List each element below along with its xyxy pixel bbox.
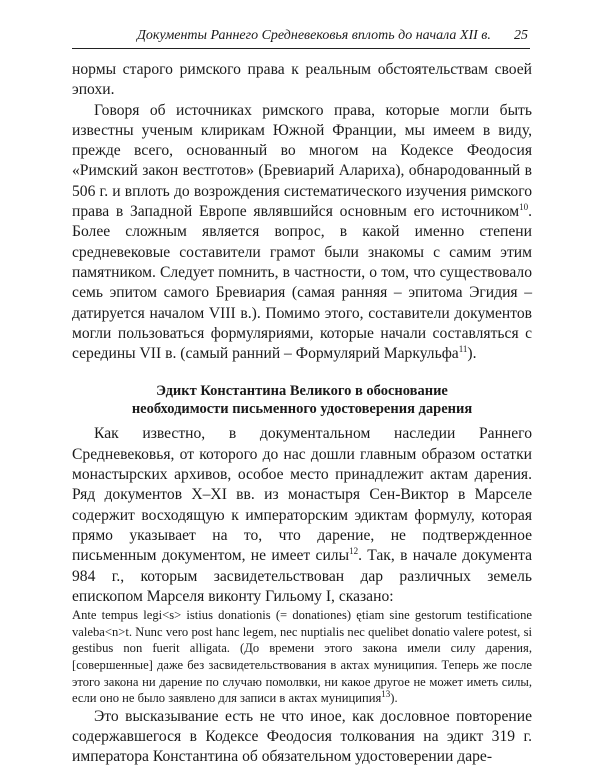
paragraph-2-text-cont: . Более сложным является вопрос, в какой именно степени средневековые составители грамот были знакомы с самим этим памятником. Следует помнить, в частности, о том, что существовало семь эпитом самого Бревиария (самая ранняя – эпитома Эгидия – датируется началом VIII в.). Помимо этого, составители документов могли пользоваться формуляриями, которые начали составляться с середины VII в. (самый ранний – Формулярий Маркульфа (72, 203, 532, 363)
page-number: 25 (514, 28, 528, 43)
paragraph-3-text: Как известно, в документальном наследии Раннего Средневековья, от которого до нас дошли главным образом остатки монастырских архивов, особое место принадлежит актам дарения. Ряд документов X–XI вв. из монастыря Сен-Виктор в Марселе содержит восходящую к императорским эдиктам формулу, которая прямо указывает на то, что дарение, не подтвержденное письменным документом, не имеет силы (72, 425, 532, 565)
footnote-ref-12[interactable]: 12 (349, 546, 359, 557)
paragraph-4-text: Это высказывание есть не что иное, как дословное повторение содержавшегося в Кодексе Феодосия толкования на эдикт 319 г. императора Константина об обязательном удостоверении даре- (72, 707, 532, 766)
paragraph-3 (72, 424, 532, 607)
running-header (72, 28, 530, 49)
block-quote (72, 607, 532, 707)
section-heading-line-2: необходимости письменного удостоверения дарения (131, 401, 473, 418)
block-quote-text-end: ). (390, 691, 398, 706)
paragraph-3-text-cont: . Так, в начале документа 984 г., которым засвидетельствован дар различных земель епископом Марселя виконту Гильому I, сказано: (72, 547, 532, 605)
footnote-ref-10[interactable]: 10 (519, 201, 529, 212)
paragraph-4 (72, 707, 532, 768)
footnote-ref-13[interactable]: 13 (381, 688, 391, 699)
running-title: Документы Раннего Средневековья вплоть до начала XII в. (137, 28, 491, 43)
paragraph-1 (72, 60, 532, 101)
footnote-ref-11[interactable]: 11 (458, 343, 468, 354)
paragraph-2 (72, 101, 532, 365)
section-heading (72, 382, 532, 418)
paragraph-2-text: Говоря об источниках римского права, которые могли быть известны ученым клирикам Южной Франции, мы имеем в виду, прежде всего, основанный во многом на Кодексе Феодосия «Римский закон вестготов» (Бревиарий Алариха), обнародованный в 506 г. и вплоть до возрождения систематического изучения римского права в Западной Европе являвшийся основным его источником (72, 101, 532, 221)
paragraph-2-text-end: ). (467, 345, 477, 363)
page-body (72, 60, 532, 768)
block-quote-text: Ante tempus legi<s> istius donationis (= donationes) ętiam sine gestorum testificatione valeba<n>t. Nunc vero post hanc legem, nec nuptialis nec quelibet donatio valere potest, si gestibus non fuerit alligata. (До времени этого закона имели силу дарения, [совершенные] даже без засвидетельствования в актах муниципия. Теперь же после этого закона ни дарение по случаю помолвки, ни какое другое не может иметь силы, если оно не было заявлено для записи в актах муниципия (72, 608, 532, 706)
section-heading-line-1: Эдикт Константина Великого в обоснование (156, 383, 448, 400)
paragraph-1-text: нормы старого римского права к реальным обстоятельствам своей эпохи. (72, 61, 532, 99)
